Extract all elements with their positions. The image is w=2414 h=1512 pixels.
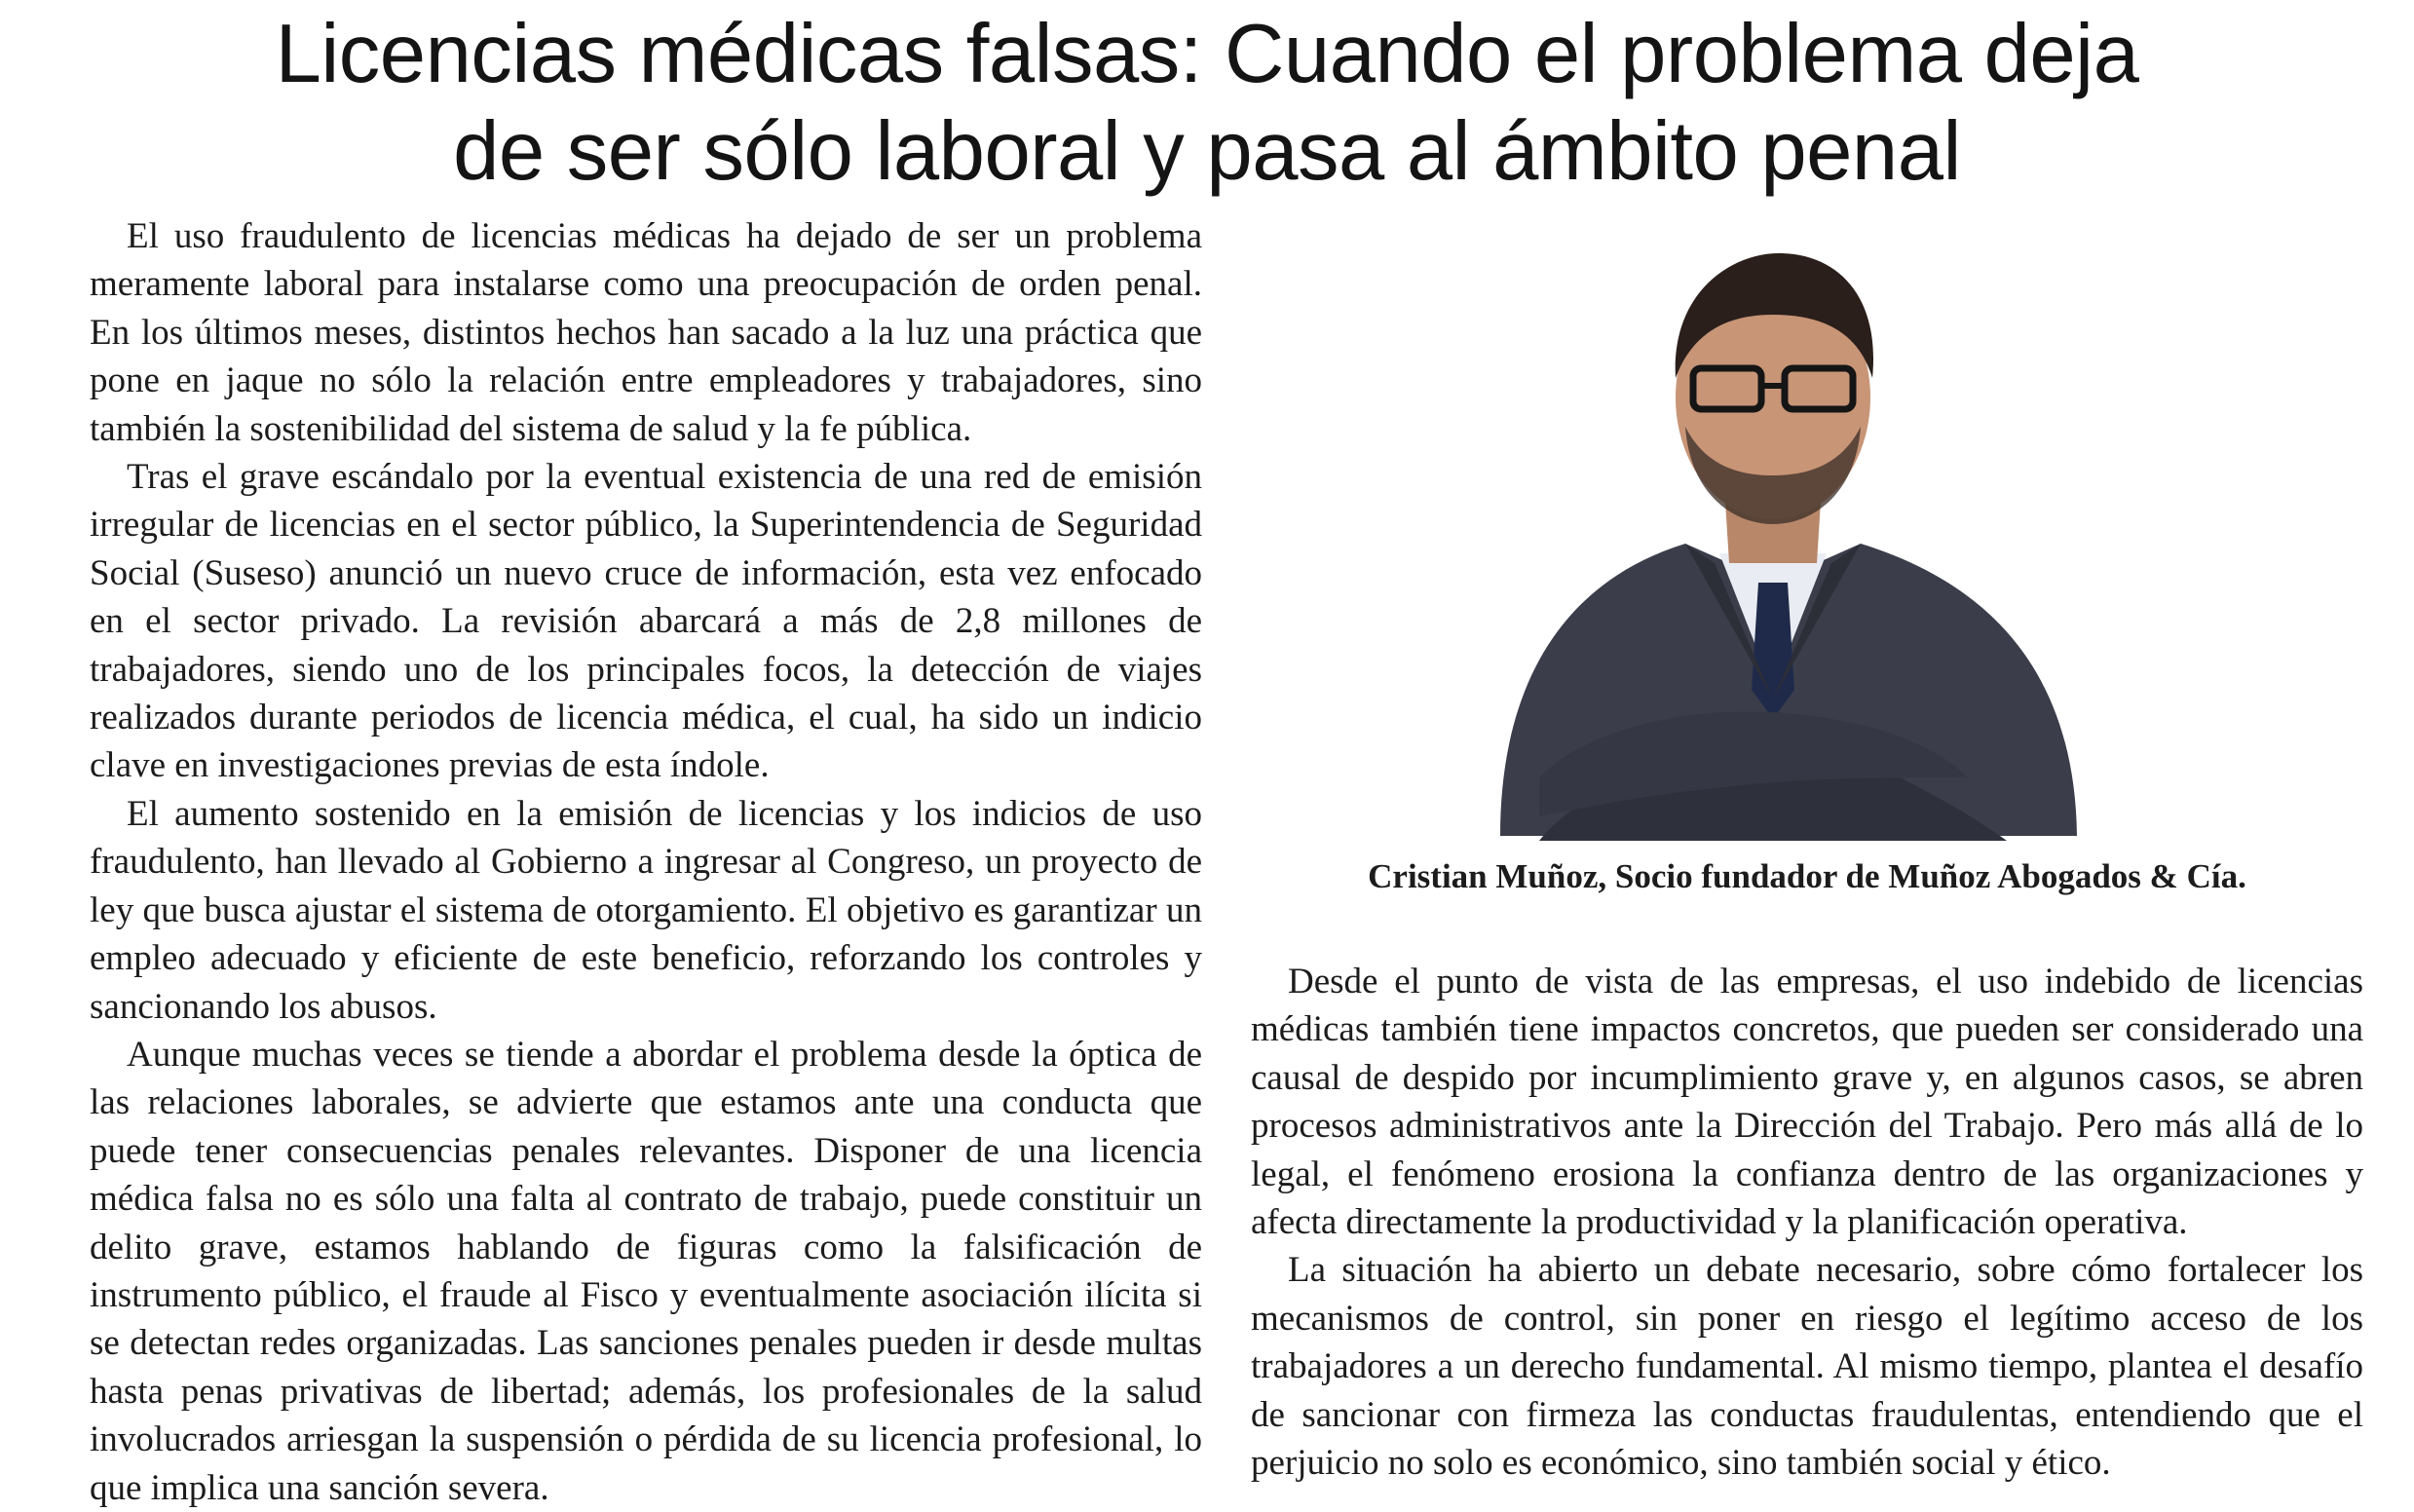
article-column-left bbox=[90, 212, 1202, 1512]
paragraph: El uso fraudulento de licencias médicas ha dejado de ser un problema meramente laboral para instalarse como una preocupación de orden penal. En los últimos meses, distintos hechos han sacado a la luz una práctica que pone en jaque no sólo la relación entre empleadores y trabajadores, sino también la sostenibilidad del sistema de salud y la fe pública. bbox=[90, 216, 1202, 449]
article-column-right bbox=[1251, 958, 2363, 1487]
paragraph: Tras el grave escándalo por la eventual existencia de una red de emisión irregular de licencias en el sector público, la Superintendencia de Seguridad Social (Suseso) anunció un nuevo cruce de información, esta vez enfocado en el sector privado. La revisión abarcará a más de 2,8 millones de trabajadores, siendo uno de los principales focos, la detección de viajes realizados durante periodos de licencia médica, el cual, ha sido un indicio clave en investigaciones previas de esta índole. bbox=[90, 457, 1202, 786]
article-headline bbox=[78, 6, 2336, 201]
paragraph: La situación ha abierto un debate necesario, sobre cómo fortalecer los mecanismos de control, sin poner en riesgo el legítimo acceso de los trabajadores a un derecho fundamental. Al mismo tiempo, plantea el desafío de sancionar con firmeza las conductas fraudulentas, entendiendo que el perjuicio no solo es económico, sino también social y ético. bbox=[1251, 1250, 2363, 1484]
headline-line-2: de ser sólo laboral y pasa al ámbito penal bbox=[453, 105, 1961, 198]
author-photo bbox=[1481, 232, 2085, 855]
paragraph: El aumento sostenido en la emisión de licencias y los indicios de uso fraudulento, han llevado al Gobierno a ingresar al Congreso, un proyecto de ley que busca ajustar el sistema de otorgamiento. El objetivo es garantizar un empleo adecuado y eficiente de este beneficio, reforzando los controles y sancionando los abusos. bbox=[90, 793, 1202, 1027]
photo-caption: Cristian Muñoz, Socio fundador de Muñoz Abogados & Cía. bbox=[1368, 857, 2246, 895]
headline-line-1: Licencias médicas falsas: Cuando el problema deja bbox=[275, 8, 2139, 100]
paragraph: Aunque muchas veces se tiende a abordar el problema desde la óptica de las relaciones laborales, se advierte que estamos ante una conducta que puede tener consecuencias penales relevantes. Disponer de una licencia médica falsa no es sólo una falta al contrato de trabajo, puede constituir un delito grave, estamos hablando de figuras como la falsificación de instrumento público, el fraude al Fisco y eventualmente asociación ilícita si se detectan redes organizadas. Las sanciones penales pueden ir desde multas hasta penas privativas de libertad; además, los profesionales de la salud involucrados arriesgan la suspensión o pérdida de su licencia profesional, lo que implica una sanción severa. bbox=[90, 1034, 1202, 1508]
paragraph: Desde el punto de vista de las empresas, el uso indebido de licencias médicas también tiene impactos concretos, que pueden ser considerado una causal de despido por incumplimiento grave y, en algunos casos, se abren procesos administrativos ante la Dirección del Trabajo. Pero más allá de lo legal, el fenómeno erosiona la confianza dentro de las organizaciones y afecta directamente la productividad y la planificación operativa. bbox=[1251, 962, 2363, 1243]
portrait-illustration bbox=[1481, 232, 2085, 855]
